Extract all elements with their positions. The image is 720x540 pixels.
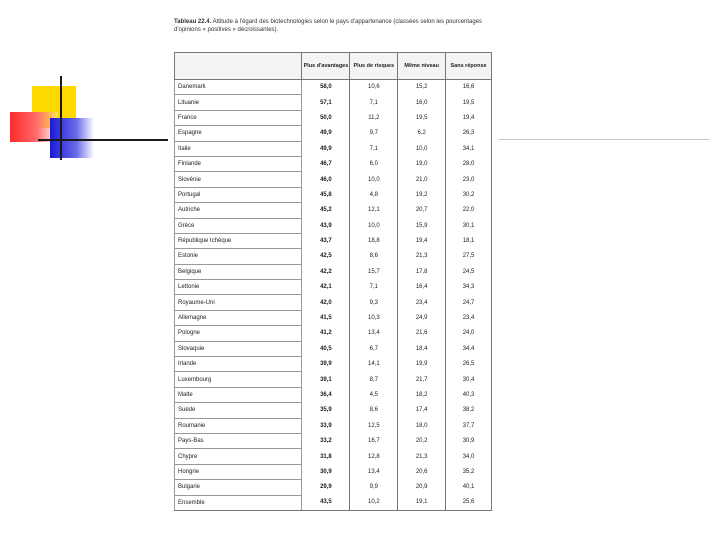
no-answer-cell: 30,4 <box>446 372 492 387</box>
risks-cell: 14,1 <box>350 357 398 372</box>
advantages-cell: 40,5 <box>302 341 350 356</box>
table-row <box>175 141 492 156</box>
table-caption <box>174 18 496 34</box>
same-level-cell: 20,9 <box>398 480 446 495</box>
table-row <box>175 372 492 387</box>
header-country <box>175 53 302 80</box>
header-same-level: Même niveau <box>398 53 446 80</box>
header-advantages: Plus d'avantages <box>302 53 350 80</box>
table-row <box>175 464 492 479</box>
table-row <box>175 280 492 295</box>
country-cell: Slovénie <box>175 172 302 187</box>
table-row <box>175 295 492 310</box>
table-row <box>175 495 492 510</box>
no-answer-cell: 26,5 <box>446 357 492 372</box>
same-level-cell: 16,0 <box>398 95 446 110</box>
advantages-cell: 33,2 <box>302 433 350 448</box>
country-cell: Belgique <box>175 264 302 279</box>
advantages-cell: 30,9 <box>302 464 350 479</box>
country-cell: République tchèque <box>175 233 302 248</box>
country-cell: Ensemble <box>175 495 302 510</box>
same-level-cell: 20,7 <box>398 203 446 218</box>
table-row <box>175 172 492 187</box>
no-answer-cell: 40,1 <box>446 480 492 495</box>
advantages-cell: 29,9 <box>302 480 350 495</box>
table-body <box>175 80 492 511</box>
no-answer-cell: 30,1 <box>446 218 492 233</box>
data-table <box>174 52 492 511</box>
advantages-cell: 42,5 <box>302 249 350 264</box>
advantages-cell: 39,9 <box>302 357 350 372</box>
no-answer-cell: 34,0 <box>446 449 492 464</box>
risks-cell: 9,3 <box>350 295 398 310</box>
no-answer-cell: 34,3 <box>446 280 492 295</box>
same-level-cell: 16,4 <box>398 280 446 295</box>
risks-cell: 10,0 <box>350 172 398 187</box>
no-answer-cell: 22,0 <box>446 203 492 218</box>
table-row <box>175 310 492 325</box>
country-cell: Hongrie <box>175 464 302 479</box>
no-answer-cell: 25,6 <box>446 495 492 510</box>
risks-cell: 10,2 <box>350 495 398 510</box>
no-answer-cell: 28,0 <box>446 156 492 171</box>
advantages-cell: 43,9 <box>302 218 350 233</box>
no-answer-cell: 37,7 <box>446 418 492 433</box>
advantages-cell: 49,9 <box>302 126 350 141</box>
same-level-cell: 19,1 <box>398 495 446 510</box>
same-level-cell: 20,6 <box>398 464 446 479</box>
country-cell: Grèce <box>175 218 302 233</box>
table-row <box>175 387 492 402</box>
same-level-cell: 10,0 <box>398 141 446 156</box>
table-row <box>175 403 492 418</box>
country-cell: Chypre <box>175 449 302 464</box>
country-cell: Bulgarie <box>175 480 302 495</box>
advantages-cell: 49,9 <box>302 141 350 156</box>
risks-cell: 10,3 <box>350 310 398 325</box>
risks-cell: 8,7 <box>350 372 398 387</box>
same-level-cell: 19,9 <box>398 357 446 372</box>
advantages-cell: 39,1 <box>302 372 350 387</box>
same-level-cell: 18,4 <box>398 341 446 356</box>
same-level-cell: 21,6 <box>398 326 446 341</box>
no-answer-cell: 16,6 <box>446 80 492 95</box>
same-level-cell: 15,9 <box>398 218 446 233</box>
advantages-cell: 41,5 <box>302 310 350 325</box>
table-row <box>175 357 492 372</box>
table-row <box>175 326 492 341</box>
advantages-cell: 43,7 <box>302 233 350 248</box>
table-row <box>175 187 492 202</box>
risks-cell: 6,0 <box>350 156 398 171</box>
no-answer-cell: 23,4 <box>446 310 492 325</box>
table-row <box>175 480 492 495</box>
same-level-cell: 18,0 <box>398 418 446 433</box>
risks-cell: 8,6 <box>350 403 398 418</box>
same-level-cell: 21,0 <box>398 172 446 187</box>
header-no-answer: Sans réponse <box>446 53 492 80</box>
risks-cell: 12,8 <box>350 449 398 464</box>
advantages-cell: 36,4 <box>302 387 350 402</box>
country-cell: Espagne <box>175 126 302 141</box>
table-row <box>175 449 492 464</box>
advantages-cell: 45,2 <box>302 203 350 218</box>
no-answer-cell: 23,0 <box>446 172 492 187</box>
same-level-cell: 19,5 <box>398 110 446 125</box>
risks-cell: 6,7 <box>350 341 398 356</box>
no-answer-cell: 34,4 <box>446 341 492 356</box>
advantages-cell: 31,8 <box>302 449 350 464</box>
no-answer-cell: 26,3 <box>446 126 492 141</box>
advantages-cell: 43,5 <box>302 495 350 510</box>
advantages-cell: 46,7 <box>302 156 350 171</box>
same-level-cell: 23,4 <box>398 295 446 310</box>
no-answer-cell: 27,5 <box>446 249 492 264</box>
risks-cell: 4,8 <box>350 187 398 202</box>
decor-blue-square <box>50 118 94 158</box>
advantages-cell: 42,2 <box>302 264 350 279</box>
decor-vertical-line <box>60 76 62 160</box>
risks-cell: 12,5 <box>350 418 398 433</box>
country-cell: Luxembourg <box>175 372 302 387</box>
table-row <box>175 233 492 248</box>
country-cell: Portugal <box>175 187 302 202</box>
country-cell: Roumanie <box>175 418 302 433</box>
advantages-cell: 42,0 <box>302 295 350 310</box>
country-cell: Royaume-Uni <box>175 295 302 310</box>
advantages-cell: 35,9 <box>302 403 350 418</box>
table-row <box>175 249 492 264</box>
no-answer-cell: 19,4 <box>446 110 492 125</box>
no-answer-cell: 35,2 <box>446 464 492 479</box>
no-answer-cell: 24,5 <box>446 264 492 279</box>
same-level-cell: 19,4 <box>398 233 446 248</box>
caption-title: Tableau 22.4. <box>174 19 212 25</box>
country-cell: Pologne <box>175 326 302 341</box>
same-level-cell: 15,2 <box>398 80 446 95</box>
risks-cell: 9,7 <box>350 126 398 141</box>
decor-horizontal-rule <box>498 139 710 140</box>
same-level-cell: 21,3 <box>398 449 446 464</box>
risks-cell: 15,7 <box>350 264 398 279</box>
same-level-cell: 21,3 <box>398 249 446 264</box>
country-cell: Lituanie <box>175 95 302 110</box>
no-answer-cell: 30,2 <box>446 187 492 202</box>
country-cell: Italie <box>175 141 302 156</box>
table-row <box>175 126 492 141</box>
table-row <box>175 80 492 95</box>
no-answer-cell: 30,9 <box>446 433 492 448</box>
risks-cell: 10,6 <box>350 80 398 95</box>
risks-cell: 8,6 <box>350 249 398 264</box>
risks-cell: 7,1 <box>350 280 398 295</box>
risks-cell: 9,9 <box>350 480 398 495</box>
table-row <box>175 218 492 233</box>
risks-cell: 13,4 <box>350 464 398 479</box>
same-level-cell: 17,8 <box>398 264 446 279</box>
table-row <box>175 433 492 448</box>
table-row <box>175 418 492 433</box>
country-cell: Finlande <box>175 156 302 171</box>
risks-cell: 16,7 <box>350 433 398 448</box>
country-cell: Danemark <box>175 80 302 95</box>
no-answer-cell: 24,7 <box>446 295 492 310</box>
advantages-cell: 57,1 <box>302 95 350 110</box>
header-risks: Plus de risques <box>350 53 398 80</box>
risks-cell: 18,8 <box>350 233 398 248</box>
risks-cell: 7,1 <box>350 141 398 156</box>
risks-cell: 13,4 <box>350 326 398 341</box>
table-row <box>175 95 492 110</box>
country-cell: Slovaquie <box>175 341 302 356</box>
advantages-cell: 42,1 <box>302 280 350 295</box>
country-cell: Suède <box>175 403 302 418</box>
no-answer-cell: 19,5 <box>446 95 492 110</box>
no-answer-cell: 40,3 <box>446 387 492 402</box>
risks-cell: 12,1 <box>350 203 398 218</box>
same-level-cell: 18,2 <box>398 387 446 402</box>
country-cell: Allemagne <box>175 310 302 325</box>
risks-cell: 11,2 <box>350 110 398 125</box>
advantages-cell: 33,9 <box>302 418 350 433</box>
table-row <box>175 341 492 356</box>
same-level-cell: 17,4 <box>398 403 446 418</box>
caption-text: Attitude à l'égard des biotechnologies selon le pays d'appartenance (classées selon les pourcentages d'opinions « positives » décroissantes). <box>174 19 483 33</box>
advantages-cell: 46,0 <box>302 172 350 187</box>
no-answer-cell: 18,1 <box>446 233 492 248</box>
advantages-cell: 41,2 <box>302 326 350 341</box>
no-answer-cell: 34,1 <box>446 141 492 156</box>
risks-cell: 7,1 <box>350 95 398 110</box>
same-level-cell: 24,9 <box>398 310 446 325</box>
same-level-cell: 6,2 <box>398 126 446 141</box>
table-row <box>175 110 492 125</box>
scanned-table-page <box>168 14 498 524</box>
country-cell: Autriche <box>175 203 302 218</box>
same-level-cell: 20,2 <box>398 433 446 448</box>
country-cell: France <box>175 110 302 125</box>
country-cell: Irlande <box>175 357 302 372</box>
same-level-cell: 19,2 <box>398 187 446 202</box>
risks-cell: 4,5 <box>350 387 398 402</box>
country-cell: Pays-Bas <box>175 433 302 448</box>
risks-cell: 10,0 <box>350 218 398 233</box>
table-row <box>175 156 492 171</box>
same-level-cell: 19,0 <box>398 156 446 171</box>
table-row <box>175 203 492 218</box>
no-answer-cell: 38,2 <box>446 403 492 418</box>
no-answer-cell: 24,0 <box>446 326 492 341</box>
same-level-cell: 21,7 <box>398 372 446 387</box>
advantages-cell: 58,0 <box>302 80 350 95</box>
table-row <box>175 264 492 279</box>
advantages-cell: 45,8 <box>302 187 350 202</box>
country-cell: Estonie <box>175 249 302 264</box>
country-cell: Malte <box>175 387 302 402</box>
header-row <box>175 53 492 80</box>
country-cell: Lettonie <box>175 280 302 295</box>
advantages-cell: 50,0 <box>302 110 350 125</box>
decor-horizontal-line <box>38 139 170 141</box>
